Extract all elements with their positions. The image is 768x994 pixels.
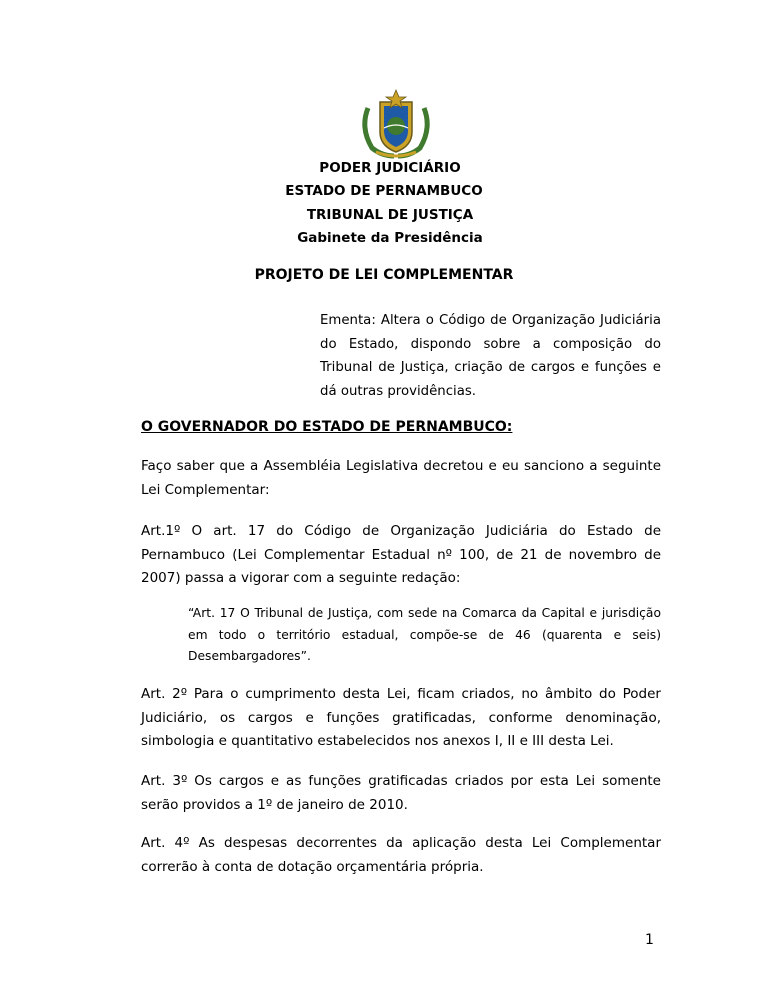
header-gabinete: Gabinete da Presidência [297,230,483,246]
header-estado: ESTADO DE PERNAMBUCO [285,183,483,199]
page-number: 1 [645,932,654,948]
header-tribunal: TRIBUNAL DE JUSTIÇA [306,207,474,223]
article-3: Art. 3º Os cargos e as funções gratificadas criados por esta Lei somente serão providos a 1º de janeiro de 2010. [141,773,661,813]
ementa-text: Ementa: Altera o Código de Organização Judiciária do Estado, dispondo sobre a composição do Tribunal de Justiça, criação de cargos e funções e dá outras providências. [320,313,661,399]
header-poder-judiciario: PODER JUDICIÁRIO [319,160,461,176]
intro-paragraph: Faço saber que a Assembléia Legislativa decretou e eu sanciono a seguinte Lei Complementar: [141,458,661,498]
article-17-quote: “Art. 17 O Tribunal de Justiça, com sede na Comarca da Capital e jurisdição em todo o território estadual, compõe-se de 46 (quarenta e seis) Desembargadores”. [188,606,661,663]
document-title: PROJETO DE LEI COMPLEMENTAR [254,267,514,283]
state-coat-of-arms [358,88,434,160]
article-1: Art.1º O art. 17 do Código de Organização Judiciária do Estado de Pernambuco (Lei Complementar Estadual nº 100, de 21 de novembro de 2007) passa a vigorar com a seguinte redação: [141,523,661,586]
article-4: Art. 4º As despesas decorrentes da aplicação desta Lei Complementar correrão à conta de dotação orçamentária própria. [141,835,661,875]
article-2: Art. 2º Para o cumprimento desta Lei, ficam criados, no âmbito do Poder Judiciário, os cargos e funções gratificadas, conforme denominação, simbologia e quantitativo estabelecidos nos anexos I, II e III desta Lei. [141,686,661,749]
governor-heading: O GOVERNADOR DO ESTADO DE PERNAMBUCO: [141,419,513,435]
